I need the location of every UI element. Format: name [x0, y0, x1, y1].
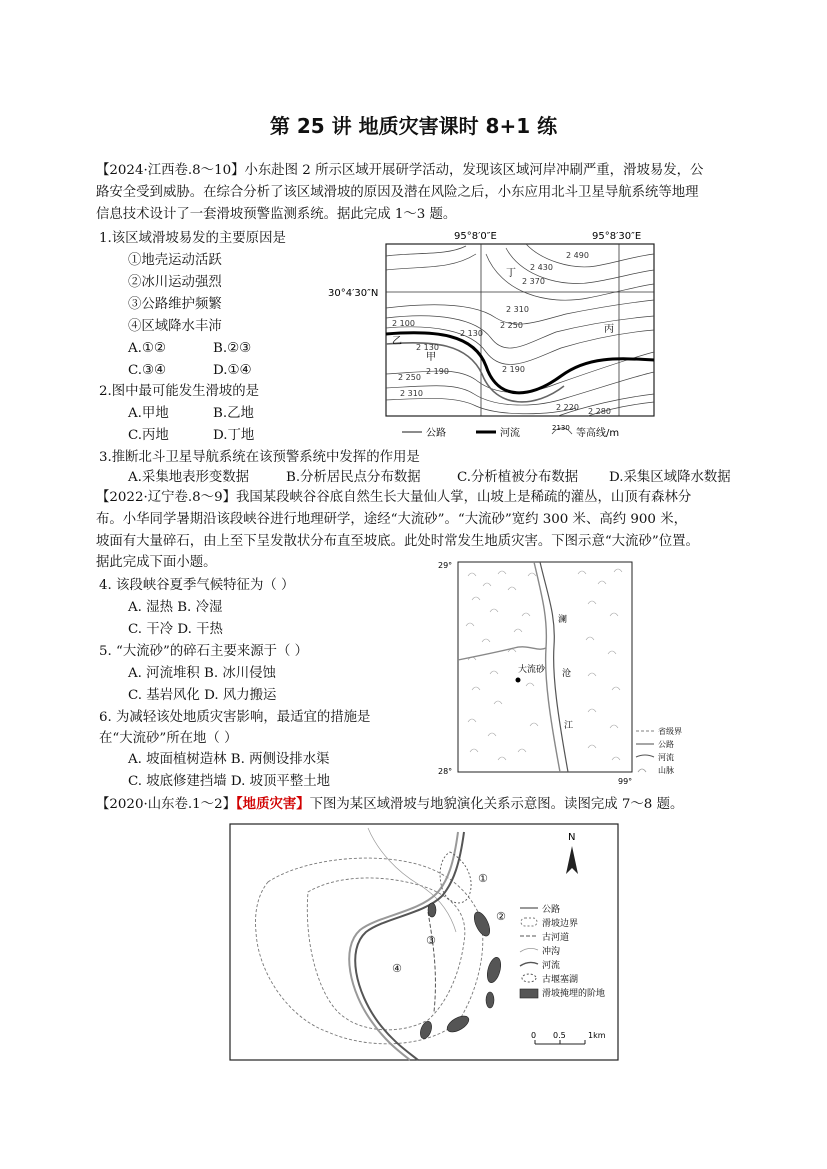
contour-map	[326, 226, 664, 444]
contour-label: 2 130	[416, 343, 439, 352]
daliusha-point	[516, 678, 521, 683]
area-label-3: ③	[426, 934, 436, 947]
q1-option-b[interactable]: B.②③	[213, 341, 252, 356]
contour-label: 2 190	[502, 365, 525, 374]
q3-option-b[interactable]: B.分析居民点分布数据	[286, 470, 421, 485]
legend-paleo-channel-label: 古河道	[542, 933, 570, 943]
s3-intro-source: 【2020·山东卷.1～2】	[96, 797, 236, 812]
legend-river-symbol	[636, 755, 654, 757]
q1-statement-4: ④区域降水丰沛	[128, 319, 222, 334]
q4-options-cd[interactable]: C. 干冷 D. 干热	[128, 622, 223, 637]
legend-river-label: 河流	[658, 753, 674, 762]
river-char-3: 江	[564, 721, 574, 731]
legend-contour-value: 2130	[552, 424, 570, 432]
q3-option-a[interactable]: A.采集地表形变数据	[128, 470, 250, 485]
contour-label: 2 310	[400, 389, 423, 398]
contour-label: 2 250	[500, 321, 523, 330]
longitude-label-1: 95°8′0″E	[454, 231, 497, 242]
s3-intro-text: 下图为某区域滑坡与地貌演化关系示意图。读图完成 7～8 题。	[309, 797, 684, 812]
contour-label: 2 430	[530, 263, 553, 272]
q1-statement-1: ①地壳运动活跃	[128, 253, 222, 268]
s1-intro-line2: 路安全受到威胁。在综合分析了该区域滑坡的原因及潜在风险之后，小东应用北斗卫星导航系统等地理	[96, 185, 699, 200]
q1-statement-2: ②冰川运动强烈	[128, 275, 222, 290]
daliusha-label: 大流砂	[518, 665, 546, 675]
scale-label-1km: 1km	[588, 1031, 606, 1040]
legend-river-label: 河流	[500, 428, 520, 439]
q1-option-c[interactable]: C.③④	[128, 363, 167, 378]
scale-label-0: 0	[531, 1031, 537, 1040]
legend-road-label: 公路	[542, 905, 561, 915]
contour-label: 2 130	[460, 329, 483, 338]
contour-label: 2 280	[588, 407, 611, 416]
s1-intro-line3: 信息技术设计了一套滑坡预警监测系统。据此完成 1～3 题。	[96, 207, 457, 222]
q3-option-d[interactable]: D.采集区域降水数据	[609, 470, 731, 485]
place-ding: 丁	[506, 268, 516, 279]
question-6-line1: 6. 为减轻该处地质灾害影响，最适宜的措施是	[99, 710, 371, 725]
area-label-2: ②	[496, 910, 506, 923]
contour-label: 2 250	[398, 373, 421, 382]
question-6-line2: 在“大流砂”所在地（ ）	[99, 731, 238, 746]
river-char-2: 沧	[562, 669, 572, 679]
q4-options-ab[interactable]: A. 湿热 B. 冷湿	[128, 600, 223, 615]
legend-terrace-label: 滑坡掩埋的阶地	[542, 989, 606, 999]
s1-intro-line1: 【2024·江西卷.8～10】小东赴图 2 所示区域开展研学活动，发现该区域河岸冲刷严重，滑坡易发，公	[96, 163, 704, 178]
legend-contour-label: 等高线/m	[576, 428, 620, 439]
area-label-4: ④	[392, 962, 402, 975]
legend-road-label: 公路	[658, 740, 674, 749]
place-jia: 甲	[426, 352, 436, 363]
latitude-top-label: 29°	[438, 561, 453, 570]
landslide-map	[228, 822, 620, 1062]
q1-option-d[interactable]: D.①④	[213, 363, 252, 378]
latitude-bottom-label: 28°	[438, 767, 453, 776]
legend-mountain-label: 山脉	[658, 766, 674, 775]
contour-label: 2 490	[566, 251, 589, 260]
legend-terrace-symbol	[520, 989, 538, 998]
s2-intro-line2: 布。小华同学暑期沿该段峡谷进行地理研学，途经“大流砂”。“大流砂”宽约 300 米、高约 900 米，	[96, 512, 687, 527]
question-3: 3.推断北斗卫星导航系统在该预警系统中发挥的作用是	[99, 450, 420, 465]
legend-lake-label: 古堰塞湖	[542, 975, 579, 985]
legend-gully-label: 冲沟	[542, 947, 561, 957]
legend-boundary-label: 滑坡边界	[542, 919, 579, 929]
longitude-label: 99°	[618, 777, 633, 786]
contour-label: 2 190	[426, 367, 449, 376]
contour-label: 2 370	[522, 277, 545, 286]
question-2: 2.图中最可能发生滑坡的是	[99, 384, 260, 399]
river-char-1: 澜	[558, 615, 568, 625]
contour-label: 2 310	[506, 305, 529, 314]
q2-option-c[interactable]: C.丙地	[128, 428, 169, 443]
q1-option-a[interactable]: A.①②	[128, 341, 166, 356]
q3-option-c[interactable]: C.分析植被分布数据	[457, 470, 579, 485]
legend-mountain-symbol	[638, 769, 646, 772]
legend-river-label: 河流	[542, 961, 561, 971]
legend-road-label: 公路	[426, 428, 446, 439]
daliusha-map	[438, 556, 728, 786]
q5-options-cd[interactable]: C. 基岩风化 D. 风力搬运	[128, 688, 277, 703]
longitude-label-2: 95°8′30″E	[592, 231, 642, 242]
question-5: 5. “大流砂”的碎石主要来源于（ ）	[99, 644, 309, 659]
north-label: N	[568, 832, 576, 843]
question-4: 4. 该段峡谷夏季气候特征为（ ）	[99, 578, 295, 593]
s2-intro-line3: 坡面有大量碎石，由上至下呈发散状分布直至坡底。此处时常发生地质灾害。下图示意“大流砂”位置。	[96, 534, 699, 549]
q2-option-d[interactable]: D.丁地	[213, 428, 255, 443]
question-1: 1.该区域滑坡易发的主要原因是	[99, 231, 286, 246]
contour-label: 2 100	[392, 319, 415, 328]
q2-option-b[interactable]: B.乙地	[213, 406, 254, 421]
s3-intro-tag: 【地质灾害】	[235, 796, 310, 812]
q2-option-a[interactable]: A.甲地	[128, 406, 169, 421]
s2-intro-line4: 据此完成下面小题。	[96, 555, 217, 570]
place-yi: 乙	[392, 336, 402, 347]
s2-intro-line1: 【2022·辽宁卷.8～9】我国某段峡谷谷底自然生长大量仙人掌，山坡上是稀疏的灌丛，山顶有森林分	[96, 490, 692, 505]
legend-boundary-label: 省级界	[658, 727, 682, 736]
contour-label: 2 220	[556, 403, 579, 412]
q5-options-ab[interactable]: A. 河流堆积 B. 冰川侵蚀	[128, 666, 276, 681]
area-label-1: ①	[478, 872, 488, 885]
q1-statement-3: ③公路维护频繁	[128, 297, 222, 312]
scale-label-05: 0.5	[553, 1031, 566, 1040]
s3-intro	[96, 794, 683, 815]
page-title: 第 25 讲 地质灾害课时 8+1 练	[269, 114, 558, 138]
q6-options-cd[interactable]: C. 坡底修建挡墙 D. 坡顶平整土地	[128, 774, 330, 789]
place-bing: 丙	[604, 324, 614, 335]
q6-options-ab[interactable]: A. 坡面植树造林 B. 两侧设排水渠	[128, 752, 330, 767]
latitude-label: 30°4′30″N	[328, 288, 379, 299]
